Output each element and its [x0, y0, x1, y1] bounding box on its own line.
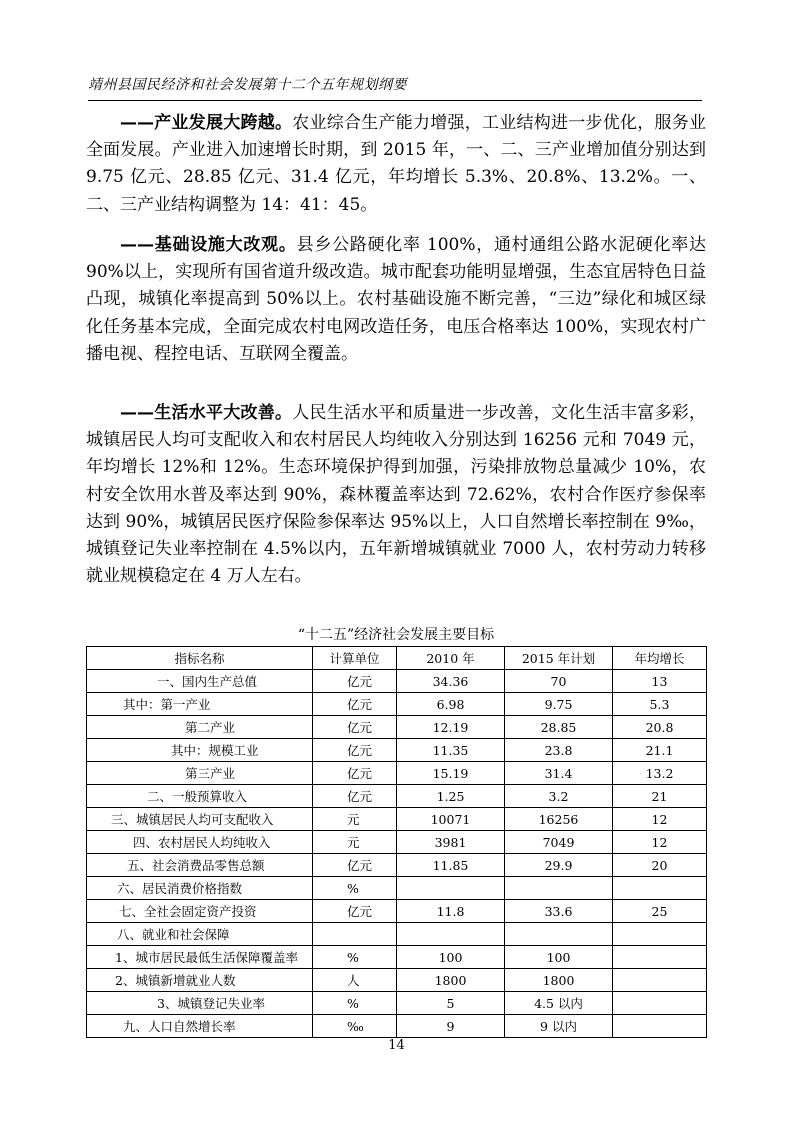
cell-unit: ‰ — [313, 1015, 397, 1038]
cell-annual-growth — [613, 1015, 707, 1038]
cell-2015-plan: 9.75 — [505, 693, 613, 716]
table-row — [87, 785, 707, 808]
cell-indicator: 六、居民消费价格指数 — [87, 877, 313, 900]
table-row — [87, 900, 707, 923]
cell-annual-growth: 12 — [613, 831, 707, 854]
cell-indicator: 二、一般预算收入 — [87, 785, 313, 808]
table-title: “十二五”经济社会发展主要目标 — [297, 627, 495, 643]
cell-2015-plan: 9 以内 — [505, 1015, 613, 1038]
cell-annual-growth: 25 — [613, 900, 707, 923]
table-row — [87, 808, 707, 831]
header-indicator: 指标名称 — [87, 647, 313, 670]
paragraph-infrastructure — [86, 232, 706, 368]
cell-indicator: 第二产业 — [87, 716, 313, 739]
cell-indicator: 其中：第一产业 — [87, 693, 313, 716]
header-2015-plan: 2015 年计划 — [505, 647, 613, 670]
cell-2015-plan: 33.6 — [505, 900, 613, 923]
cell-2010: 1800 — [397, 969, 505, 992]
paragraph-text: 县乡公路硬化率 100%，通村通组公路水泥硬化率达 90%以上，实现所有国省道升级改造。城市配套功能明显增强，生态宜居特色日益凸现，城镇化率提高到 50%以上。农村基础设施不断完善，“三边”绿化和城区绿化任务基本完成，全面完成农村电网改造任务，电压合格率达 100%，实现农村广播电视、程控电话、互联网全覆盖。 — [86, 235, 707, 364]
table-row — [87, 969, 707, 992]
cell-indicator: 第三产业 — [87, 762, 313, 785]
cell-indicator: 其中：规模工业 — [87, 739, 313, 762]
cell-indicator: 一、国内生产总值 — [87, 670, 313, 693]
cell-unit: 亿元 — [313, 716, 397, 739]
cell-unit: 人 — [313, 969, 397, 992]
table-row — [87, 693, 707, 716]
cell-indicator: 五、社会消费品零售总额 — [87, 854, 313, 877]
cell-2010: 10071 — [397, 808, 505, 831]
cell-indicator: 八、就业和社会保障 — [87, 923, 313, 946]
cell-2010: 15.19 — [397, 762, 505, 785]
cell-2010: 11.35 — [397, 739, 505, 762]
cell-annual-growth: 21 — [613, 785, 707, 808]
cell-2010: 6.98 — [397, 693, 505, 716]
table-row — [87, 739, 707, 762]
cell-unit: 亿元 — [313, 739, 397, 762]
table-row — [87, 716, 707, 739]
table-row — [87, 831, 707, 854]
cell-indicator: 九、人口自然增长率 — [87, 1015, 313, 1038]
cell-annual-growth — [613, 946, 707, 969]
header-annual-growth: 年均增长 — [613, 647, 707, 670]
cell-2010: 12.19 — [397, 716, 505, 739]
cell-2015-plan: 70 — [505, 670, 613, 693]
table-row — [87, 877, 707, 900]
cell-annual-growth: 12 — [613, 808, 707, 831]
cell-annual-growth: 20 — [613, 854, 707, 877]
cell-unit: % — [313, 992, 397, 1015]
cell-unit: % — [313, 946, 397, 969]
table-row — [87, 670, 707, 693]
cell-2010: 9 — [397, 1015, 505, 1038]
paragraph-text: 人民生活水平和质量进一步改善，文化生活丰富多彩，城镇居民人均可支配收入和农村居民人均纯收入分别达到 16256 元和 7049 元，年均增长 12%和 12%。生态环境保护得到加强，污染排放物总量减少 10%，农村安全饮用水普及率达到 90%，森林覆盖率达到 72.62%，农村合作医疗参保率达到 90%，城镇居民医疗保险参保率达 95%以上，人口自然增长率控制在 9‰，城镇登记失业率控制在 4.5%以内，五年新增城镇就业 7000 人，农村劳动力转移就业规模稳定在 4 万人左右。 — [86, 403, 706, 587]
cell-2010: 1.25 — [397, 785, 505, 808]
cell-2015-plan — [505, 923, 613, 946]
targets-table — [86, 646, 707, 1038]
cell-annual-growth: 20.8 — [613, 716, 707, 739]
cell-2010: 34.36 — [397, 670, 505, 693]
cell-2015-plan: 4.5 以内 — [505, 992, 613, 1015]
paragraph-industry — [86, 110, 706, 219]
header-unit: 计算单位 — [313, 647, 397, 670]
cell-2010 — [397, 877, 505, 900]
cell-indicator: 四、农村居民人均纯收入 — [87, 831, 313, 854]
table-row — [87, 854, 707, 877]
header-2010: 2010 年 — [397, 647, 505, 670]
cell-annual-growth: 13.2 — [613, 762, 707, 785]
cell-unit: 元 — [313, 831, 397, 854]
paragraph-lead: ——基础设施大改观。 — [120, 235, 297, 255]
cell-2015-plan: 100 — [505, 946, 613, 969]
cell-unit: % — [313, 877, 397, 900]
table-row — [87, 762, 707, 785]
cell-annual-growth: 21.1 — [613, 739, 707, 762]
table-row — [87, 1015, 707, 1038]
cell-2015-plan: 23.8 — [505, 739, 613, 762]
paragraph-text: 农业综合生产能力增强，工业结构进一步优化，服务业全面发展。产业进入加速增长时期，到 2015 年，一、二、三产业增加值分别达到 9.75 亿元、28.85 亿元、31.4 亿元，年均增长 5.3%、20.8%、13.2%。一、二、三产业结构调整为 14：41：45。 — [86, 113, 706, 215]
cell-2015-plan: 31.4 — [505, 762, 613, 785]
table-body — [87, 670, 707, 1038]
cell-indicator: 三、城镇居民人均可支配收入 — [87, 808, 313, 831]
cell-indicator: 2、城镇新增就业人数 — [87, 969, 313, 992]
cell-indicator: 1、城市居民最低生活保障覆盖率 — [87, 946, 313, 969]
cell-unit: 亿元 — [313, 785, 397, 808]
running-header: 靖州县国民经济和社会发展第十二个五年规划纲要 — [88, 77, 407, 93]
cell-2015-plan: 28.85 — [505, 716, 613, 739]
paragraph-lead: ——生活水平大改善。 — [120, 403, 293, 423]
cell-2010: 3981 — [397, 831, 505, 854]
cell-annual-growth — [613, 923, 707, 946]
table-row — [87, 923, 707, 946]
cell-2015-plan — [505, 877, 613, 900]
cell-2010: 11.8 — [397, 900, 505, 923]
cell-2010: 100 — [397, 946, 505, 969]
cell-2015-plan: 1800 — [505, 969, 613, 992]
cell-2015-plan: 16256 — [505, 808, 613, 831]
paragraph-living-standard — [86, 400, 706, 590]
cell-annual-growth: 13 — [613, 670, 707, 693]
cell-annual-growth — [613, 992, 707, 1015]
cell-unit — [313, 923, 397, 946]
cell-unit: 亿元 — [313, 900, 397, 923]
table-row — [87, 992, 707, 1015]
cell-annual-growth — [613, 877, 707, 900]
table-row — [87, 946, 707, 969]
cell-2010: 5 — [397, 992, 505, 1015]
page-number: 14 — [388, 1038, 405, 1053]
cell-annual-growth: 5.3 — [613, 693, 707, 716]
cell-unit: 亿元 — [313, 854, 397, 877]
cell-unit: 亿元 — [313, 762, 397, 785]
cell-indicator: 3、城镇登记失业率 — [87, 992, 313, 1015]
table-header-row — [87, 647, 707, 670]
cell-unit: 亿元 — [313, 670, 397, 693]
cell-unit: 亿元 — [313, 693, 397, 716]
cell-2010: 11.85 — [397, 854, 505, 877]
cell-annual-growth — [613, 969, 707, 992]
cell-2010 — [397, 923, 505, 946]
cell-2015-plan: 29.9 — [505, 854, 613, 877]
paragraph-lead: ——产业发展大跨越。 — [120, 113, 293, 133]
header-rule — [88, 100, 702, 101]
cell-2015-plan: 7049 — [505, 831, 613, 854]
cell-2015-plan: 3.2 — [505, 785, 613, 808]
cell-indicator: 七、全社会固定资产投资 — [87, 900, 313, 923]
cell-unit: 元 — [313, 808, 397, 831]
